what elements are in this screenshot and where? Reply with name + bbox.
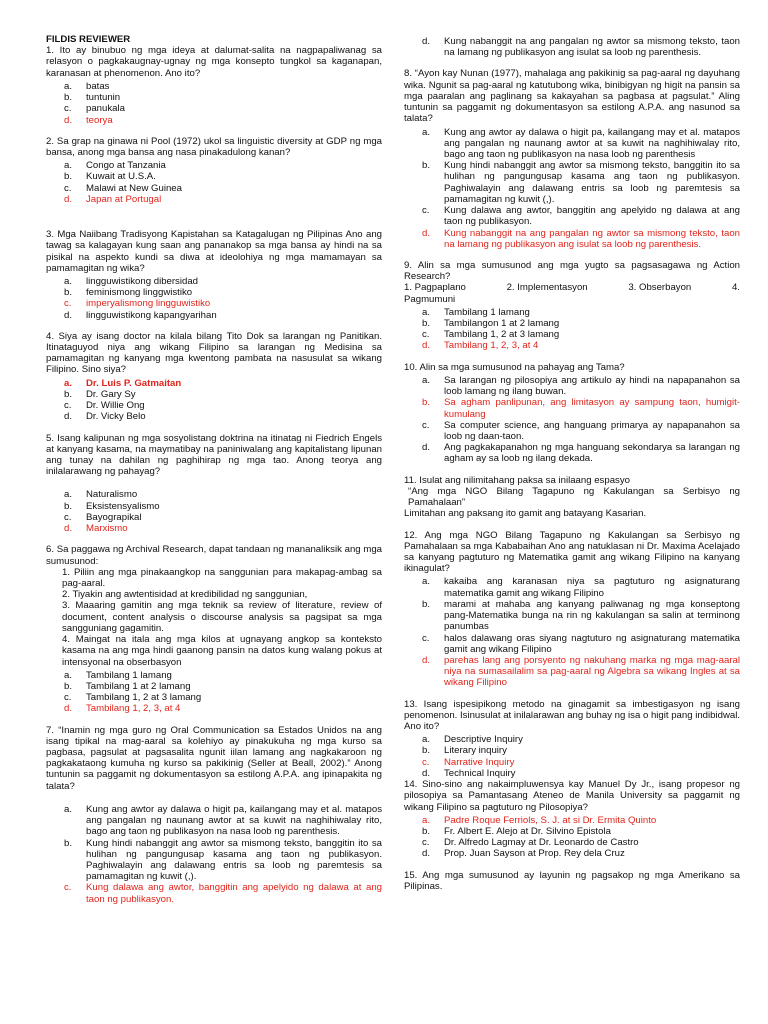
choice-item[interactable]: c. Sa computer science, ang hanguang primarya ay napapanahon sa loob ng daan-taon. xyxy=(422,419,740,442)
question-stem: 11. Isulat ang nilimitahang paksa sa inilaang espasyo xyxy=(404,474,630,486)
choice-item-answer[interactable]: d. Kung nabanggit na ang pangalan ng awtor sa mismong teksto, taon na lamang ng publikasyon ang isulat sa loob ng parenthesis. xyxy=(422,227,740,250)
step-3: 3. Obserbayon xyxy=(628,282,692,294)
choice-item-answer[interactable]: d. teorya xyxy=(64,114,113,126)
choice-item[interactable]: a. Kung ang awtor ay dalawa o higit pa, kailangang may et al. matapos ang pangalan ng naunang awtor at sa kuwit na naghihiwalay rito, bago ang taon ng publikasyon na nasa loob ng parenthesis. xyxy=(64,803,382,838)
choice-item[interactable]: c. Tambilang 1, 2 at 3 lamang xyxy=(422,329,560,341)
question-stem: 5. Isang kalipunan ng mga sosyolistang doktrina na itinatag ni Fiedrich Engels at kanyang kasama, na maymatibay na paniniwalang ang kapitalistang lipunan ang tunay na dahilan ng paghihirap ng mga tao. Anong teorya ang inilalarawang ng pahayag? xyxy=(46,432,382,478)
choice-item[interactable]: d. lingguwistikong kapangyarihan xyxy=(64,309,217,321)
right-column xyxy=(404,34,740,902)
spacer xyxy=(46,215,382,229)
choice-item[interactable]: d. Prop. Juan Sayson at Prop. Rey dela Cruz xyxy=(422,848,625,860)
question-4 xyxy=(46,331,382,423)
choice-item[interactable]: a. Tambilang 1 lamang xyxy=(422,306,530,318)
question-10 xyxy=(404,362,740,465)
choice-item[interactable]: b. marami at mahaba ang kanyang paliwanag ng mga konseptong pang-Matematika bunga na rin ng kakulangan sa salin at terminong panumbas xyxy=(422,598,740,633)
choice-item[interactable]: c. halos dalawang oras siyang nagtuturo ng asignaturang matematika gamit ang wikang Filipino xyxy=(422,632,740,655)
choice-item[interactable]: c. Tambilang 1, 2 at 3 lamang xyxy=(64,692,202,704)
choice-item-answer[interactable]: c. Narrative Inquiry xyxy=(422,756,515,768)
choice-item[interactable]: c. Dr. Alfredo Lagmay at Dr. Leonardo de Castro xyxy=(422,837,639,849)
question-8 xyxy=(404,68,740,250)
choice-item[interactable]: c. Dr. Willie Ong xyxy=(64,400,145,412)
choice-list xyxy=(404,307,740,352)
question-stem: 6. Sa paggawa ng Archival Research, dapat tandaan ng mananaliksik ang mga sumusunod: xyxy=(46,544,382,567)
choice-item[interactable]: a. Congo at Tanzania xyxy=(64,160,166,172)
choice-list xyxy=(46,670,382,715)
question-stem: 4. Siya ay isang doctor na kilala bilang Tito Dok sa larangan ng Panitikan. Itinataguyod niya ang wikang Filipino sa larangan ng Medisina sa pamamagitan ng kanyang mga kwentong pambata na nasusulat sa wikang Filipino. Sino siya? xyxy=(46,330,382,376)
choice-list xyxy=(46,160,382,205)
question-stem: 7. “Inamin ng mga guro ng Oral Communication sa Estados Unidos na ang isang tipikal na mag-aaral sa kolehiyo ay pinakukuha ng mga kurso sa pagbasa, pagsulat at pagsasalita ngunit iilan lamang ang nagkakaroon ng pagkakataong kumuha ng kurso sa pakikinig (Seller at Beall, 2002).” Anong tuntunin sa paggamit ng dokumentasyon sa estilong A.P.A. ang ipinapakita ng talata? xyxy=(46,724,382,792)
question-stem: 8. “Ayon kay Nunan (1977), mahalaga ang pakikinig sa pag-aaral ng dayuhang wika. Ngunit sa pag-aaral ng katutubong wika, binibigyan ng higit na pansin sa mga paaralan ang paglinang sa kakayahan sa pagbasa at pagsulat.” Aling tuntunin sa paggamit ng dokumentasyon sa estilong A.P.A. ang nasunod sa talata? xyxy=(404,68,740,125)
question-12 xyxy=(404,530,740,689)
choice-list xyxy=(404,815,740,860)
choice-list xyxy=(46,81,382,126)
choice-item[interactable]: a. kakaiba ang karanasan niya sa pagtuturo ng asignaturang matematika gamit ang wikang Filipino xyxy=(422,576,740,599)
choice-item[interactable]: a. batas xyxy=(64,80,110,92)
choice-list xyxy=(404,127,740,250)
spacer xyxy=(46,792,382,802)
choice-list xyxy=(46,378,382,423)
question-stem: 9. Alin sa mga sumusunod ang mga yugto sa pagsasagawa ng Action Research? xyxy=(404,259,740,283)
question-stem: 12. Ang mga NGO Bilang Tagapuno ng Kakulangan sa Serbisyo ng Pamahalaan sa mga Kababaihan Ano ang natuklasan ni Dr. Maxima Acelajado sa kanyang pagtuturo ng Matematika gamit ang wikang Filipino na kanyang ikinagulat? xyxy=(404,529,740,575)
choice-item-answer[interactable]: d. Japan at Portugal xyxy=(64,193,162,205)
choice-item[interactable]: b. Tambilangon 1 at 2 lamang xyxy=(422,318,560,330)
choice-item[interactable]: d. Dr. Vicky Belo xyxy=(64,411,146,423)
choice-item-answer[interactable]: d. Tambilang 1, 2, 3, at 4 xyxy=(64,703,181,715)
choice-item[interactable]: c. Malawi at New Guinea xyxy=(64,182,182,194)
steps-row xyxy=(404,282,740,293)
step-4: 4. xyxy=(731,282,740,294)
question-stem: 2. Sa grap na ginawa ni Pool (1972) ukol sa linguistic diversity at GDP ng mga bansa, anong mga bansa ang nasa pinakadulong kanan? xyxy=(46,135,382,158)
choice-list xyxy=(404,36,740,58)
numbered-item: 1. Piliin ang mga pinakaangkop na sanggunian para makapag-ambag sa pag-aaral. xyxy=(62,566,382,589)
choice-list xyxy=(46,489,382,534)
choice-item-answer[interactable]: a. Padre Roque Ferriols, S. J. at si Dr. Ermita Quinto xyxy=(422,814,657,826)
question-7-continued xyxy=(404,36,740,58)
question-7 xyxy=(46,725,382,905)
choice-item[interactable]: d. Kung nabanggit na ang pangalan ng awtor sa mismong teksto, taon na lamang ng publikasyon ang isulat sa loob ng parenthesis. xyxy=(422,36,740,59)
choice-item[interactable]: b. Tambilang 1 at 2 lamang xyxy=(64,680,191,692)
choice-item[interactable]: c. panukala xyxy=(64,103,125,115)
choice-item[interactable]: b. feminismong linggwistiko xyxy=(64,287,193,299)
question-stem: 3. Mga Naiibang Tradisyong Kapistahan sa Katagalugan ng Pilipinas Ano ang tawag sa kalagayan kung saan ang pananakop sa mga bansa ay hindi na sa pisikal na aspekto kundi sa diwa at ideolohiya ng mga mamamayan sa pamamagitan ng wika? xyxy=(46,229,382,274)
choice-item-answer[interactable]: d. Tambilang 1, 2, 3, at 4 xyxy=(422,340,539,352)
choice-item[interactable]: b. Kuwait at U.S.A. xyxy=(64,171,156,183)
choice-list xyxy=(404,375,740,465)
choice-list xyxy=(46,276,382,321)
choice-item[interactable]: a. lingguwistikong dibersidad xyxy=(64,275,198,287)
choice-item[interactable]: b. Eksistensyalismo xyxy=(64,500,160,512)
choice-list xyxy=(404,734,740,779)
question-stem: 15. Ang mga sumusunod ay layunin ng pagsakop ng mga Amerikano sa Pilipinas. xyxy=(404,869,740,892)
question-14 xyxy=(404,779,740,860)
choice-item[interactable]: b. Literary inquiry xyxy=(422,745,507,757)
choice-item[interactable]: c. Kung dalawa ang awtor, banggitin ang apelyido ng dalawa at ang taon ng publikasyon. xyxy=(422,205,740,228)
question-11 xyxy=(404,475,740,520)
choice-item[interactable]: d. Ang pagkakapanahon ng mga hanguang sekondarya sa larangan ng agham ay sa loob ng ilang dekada. xyxy=(422,442,740,465)
quoted-topic: “Ang mga NGO Bilang Tagapuno ng Kakulangan sa Serbisyo ng Pamahalaan” xyxy=(408,485,740,509)
choice-item[interactable]: a. Descriptive Inquiry xyxy=(422,734,523,746)
choice-item[interactable]: b. Kung hindi nabanggit ang awtor sa mismong teksto, banggitin ito sa hulihan ng pangungusap kasama ang taon ng publikasyon. Paghiwalayin ang dalawang entris sa loob ng paremtesis sa pamamagitan ng kuwit (,). xyxy=(422,160,740,205)
choice-item-answer[interactable]: b. Sa agham panlipunan, ang limitasyon ay sampung taon, humigit-kumulang xyxy=(422,397,740,420)
choice-item[interactable]: a. Kung ang awtor ay dalawa o higit pa, kailangang may et al. matapos ang pangalan ng naunang awtor at sa kuwit na naghihiwalay rito, bago ang taon ng publikasyon na nasa loob ng parenthesis xyxy=(422,126,740,160)
choice-item[interactable]: b. tuntunin xyxy=(64,92,121,104)
step-2: 2. Implementasyon xyxy=(506,282,588,294)
instruction: Limitahan ang paksang ito gamit ang batayang Kasarian. xyxy=(404,508,647,520)
choice-item-answer[interactable]: d. Marxismo xyxy=(64,523,128,535)
choice-item-answer[interactable]: a. Dr. Luis P. Gatmaitan xyxy=(64,377,182,389)
question-13 xyxy=(404,699,740,780)
choice-item-answer[interactable]: c. Kung dalawa ang awtor, banggitin ang apelyido ng dalawa at ang taon ng publikasyon. xyxy=(64,882,382,905)
numbered-item: 4. Maingat na itala ang mga kilos at ugnayang angkop sa konteksto kasama na ang mga hindi gaanong pansin na datos kung walang pokus at intensyonal na obserbasyon xyxy=(62,634,382,668)
step-4-label: Pagmumuni xyxy=(404,293,456,305)
numbered-item: 2. Tiyakin ang awtentisidad at kredibilidad ng sanggunian, xyxy=(62,589,308,601)
choice-item[interactable]: d. Technical Inquiry xyxy=(422,767,516,779)
question-stem: 1. Ito ay binubuo ng mga ideya at dalumat-salita na nagpapaliwanag sa relasyon o pagkakaugnay-ugnay ng mga konsepto tungkol sa kaganapan, karanasan at phenomenon. Ano ito? xyxy=(46,45,382,79)
step-1: 1. Pagpaplano xyxy=(404,282,466,294)
spacer xyxy=(46,477,382,487)
question-stem: 14. Sino-sino ang nakaimpluwensya kay Manuel Dy Jr., isang propesor ng pilosopiya sa Pamantasang Ateneo de Manila University sa paggamit ng wikang Filipino sa pagtuturo ng Pilosopiya? xyxy=(404,779,740,813)
left-column xyxy=(46,34,382,915)
question-2 xyxy=(46,136,382,205)
question-15 xyxy=(404,870,740,892)
choice-item[interactable]: b. Fr. Albert E. Alejo at Dr. Silvino Epistola xyxy=(422,826,611,837)
choice-item[interactable]: c. Bayograpikal xyxy=(64,511,142,523)
question-5 xyxy=(46,433,382,535)
choice-item[interactable]: b. Kung hindi nabanggit ang awtor sa mismong teksto, banggitin ito sa hulihan ng pangungusap kasama ang taon ng publikasyon. Paghiwalayin ang dalawang entris sa loob ng paremtesis sa pamamagitan ng kuwit (,). xyxy=(64,837,382,883)
question-stem: 10. Alin sa mga sumusunod na pahayag ang Tama? xyxy=(404,361,625,373)
document-title: FILDIS REVIEWER xyxy=(46,34,131,45)
question-3 xyxy=(46,229,382,321)
question-1 xyxy=(46,45,382,126)
question-6 xyxy=(46,544,382,714)
numbered-item: 3. Maaaring gamitin ang mga teknik sa review of literature, review of document, content analysis o discourse analysis sa pagsipat sa mga sangguniang gagamitin. xyxy=(62,600,382,634)
choice-item[interactable]: a. Tambilang 1 lamang xyxy=(64,669,172,681)
choice-item[interactable]: a. Naturalismo xyxy=(64,489,138,501)
choice-list xyxy=(404,576,740,688)
choice-item-answer[interactable]: c. imperyalismong lingguwistiko xyxy=(64,298,211,310)
choice-item[interactable]: a. Sa larangan ng pilosopiya ang artikulo ay hindi na napapanahon sa loob lamang ng ilang buwan. xyxy=(422,374,740,398)
choice-item[interactable]: b. Dr. Gary Sy xyxy=(64,388,136,400)
choice-item-answer[interactable]: d. parehas lang ang porsyento ng nakuhang marka ng mga mag-aaral niya na sumasailalim sa pag-aaral ng Algebra sa wikang Ingles at sa wikang Filipino xyxy=(422,654,740,689)
question-stem: 13. Isang ispesipikong metodo na ginagamit sa imbestigasyon ng isang penomenon. Isinusulat at inilalarawan ang buhay ng isa o higit pang indibidwal. Ano ito? xyxy=(404,698,741,733)
question-9 xyxy=(404,260,740,352)
choice-list xyxy=(46,804,382,905)
